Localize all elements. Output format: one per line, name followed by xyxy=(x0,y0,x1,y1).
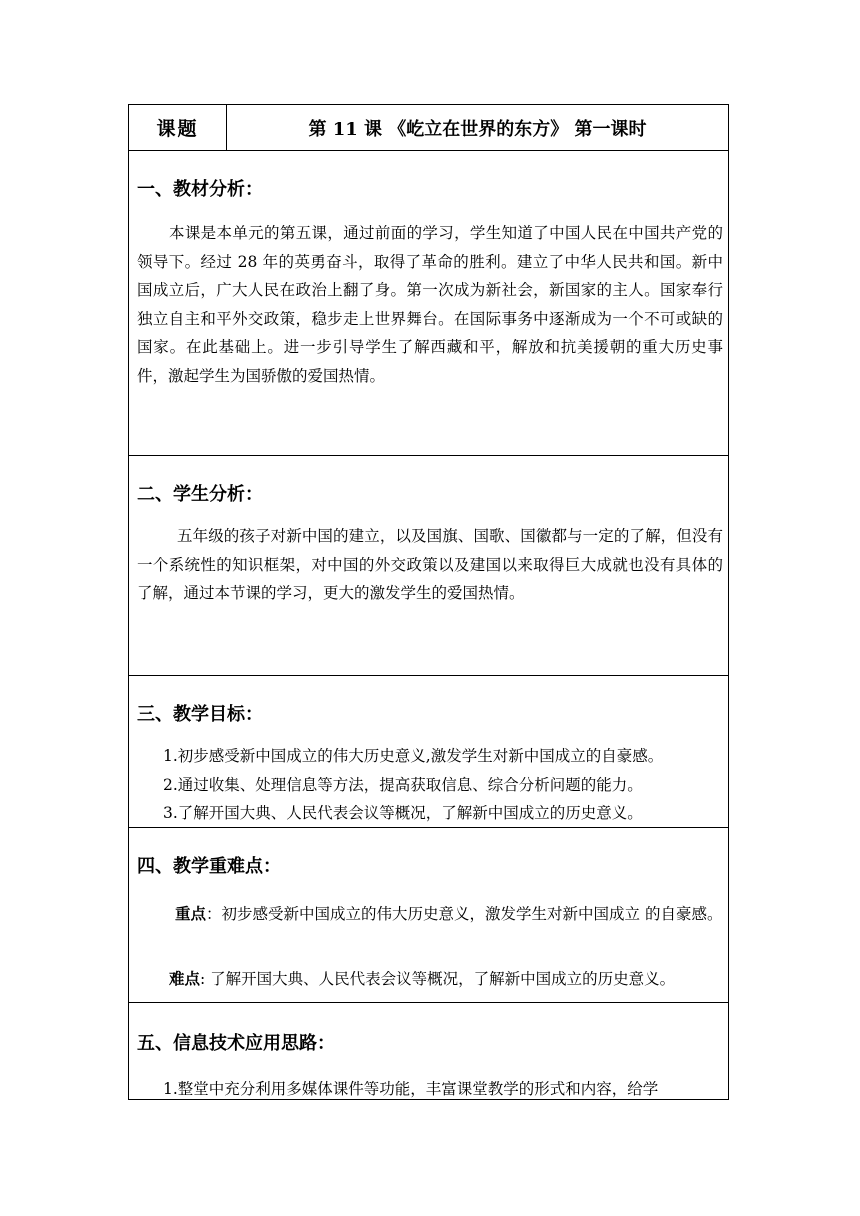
title-row xyxy=(129,105,728,151)
teaching-goals-heading: 三、教学目标： xyxy=(137,704,263,725)
focus-point xyxy=(137,900,723,928)
difficulty-label: 难点 xyxy=(169,969,201,988)
goal-item: 1.初步感受新中国成立的伟大历史意义,激发学生对新中国成立的自豪感。 xyxy=(163,747,664,765)
student-analysis-body: 五年级的孩子对新中国的建立，以及国旗、国歌、国徽都与一定的了解，但没有一个系统性的知识框架，对中国的外交政策以及建国以来取得巨大成就也没有具体的了解，通过本节课的学习，更大的激发学生的爱国热情。 xyxy=(137,527,723,602)
textbook-analysis-section xyxy=(129,151,728,456)
textbook-analysis-heading: 一、教材分析： xyxy=(137,179,263,200)
tech-application-section xyxy=(129,1003,728,1099)
key-difficult-section xyxy=(129,828,728,1003)
teaching-goals-section xyxy=(129,676,728,828)
tech-application-heading: 五、信息技术应用思路： xyxy=(137,1033,335,1054)
tech-item: 1.整堂中充分利用多媒体课件等功能，丰富课堂教学的形式和内容，给学 xyxy=(163,1080,659,1098)
student-analysis-section xyxy=(129,456,728,676)
difficulty-text: : 了解开国大典、人民代表会议等概况，了解新中国成立的历史意义。 xyxy=(200,970,676,988)
goal-item: 2.通过收集、处理信息等方法，提高获取信息、综合分析问题的能力。 xyxy=(163,776,643,794)
student-analysis-heading: 二、学生分析： xyxy=(137,484,263,505)
focus-text: ：初步感受新中国成立的伟大历史意义，激发学生对新中国成立 的自豪感。 xyxy=(206,905,723,923)
key-difficult-heading: 四、教学重难点： xyxy=(137,856,281,877)
goal-item: 3.了解开国大典、人民代表会议等概况，了解新中国成立的历史意义。 xyxy=(163,804,643,822)
lesson-title: 第 11 课 《屹立在世界的东方》 第一课时 xyxy=(308,118,647,140)
focus-label: 重点 xyxy=(175,904,207,923)
difficulty-point xyxy=(137,965,723,993)
lesson-plan-table xyxy=(128,104,729,1100)
textbook-analysis-body: 本课是本单元的第五课，通过前面的学习，学生知道了中国人民在中国共产党的领导下。经过 28 年的英勇奋斗，取得了革命的胜利。建立了中华人民共和国。新中国成立后，广大人民在政治上翻了身。第一次成为新社会，新国家的主人。国家奉行独立自主和平外交政策，稳步走上世界舞台。在国际事务中逐渐成为一个不可或缺的国家。在此基础上。进一步引导学生了解西藏和平，解放和抗美援朝的重大历史事件，激起学生为国骄傲的爱国热情。 xyxy=(137,224,723,385)
title-label: 课题 xyxy=(129,105,227,150)
